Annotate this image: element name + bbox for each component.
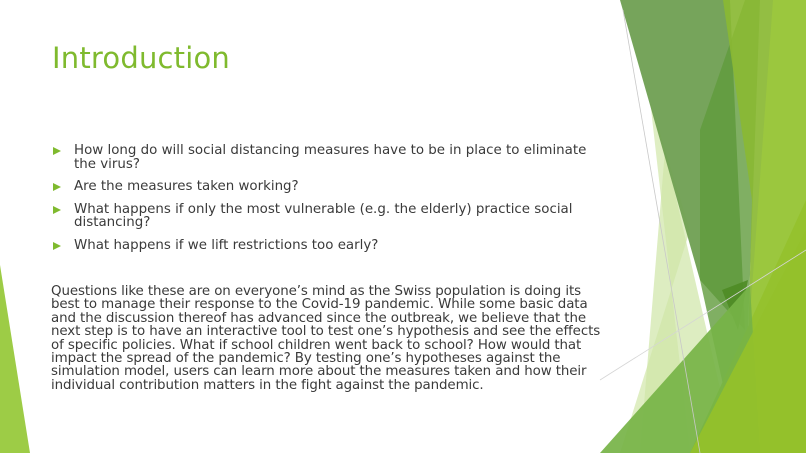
slide-title: Introduction: [52, 41, 231, 75]
triangle-bullet-icon: [53, 242, 61, 250]
bullet-text: What happens if only the most vulnerable (e.g. the elderly) practice social distancing?: [74, 201, 573, 230]
bullet-text: How long do will social distancing measures have to be in place to eliminate the virus?: [74, 143, 587, 172]
left-facet-shape: [0, 265, 30, 453]
triangle-bullet-icon: [53, 183, 61, 191]
bullet-item: [51, 239, 611, 253]
bullet-item: [51, 144, 611, 171]
triangle-bullet-icon: [53, 206, 61, 214]
triangle-bullet-icon: [53, 147, 61, 155]
bullet-list: [51, 144, 611, 261]
body-paragraph: Questions like these are on everyone’s mind as the Swiss population is doing its best to manage their response to the Covid-19 pandemic. While some basic data and the discussion thereof has advanced since the outbreak, we believe that the next step is to have an interactive tool to test one’s hypothesis and see the effects of specific policies. What if school children went back to school? How would that impact the spread of the pandemic? By testing one’s hypotheses against the simulation model, users can learn more about the measures taken and how their individual contribution matters in the fight against the pandemic.: [51, 284, 601, 393]
bullet-text: Are the measures taken working?: [74, 179, 299, 194]
bullet-text: What happens if we lift restrictions too early?: [74, 237, 379, 253]
bullet-item: [51, 203, 611, 230]
bullet-item: [51, 180, 611, 194]
